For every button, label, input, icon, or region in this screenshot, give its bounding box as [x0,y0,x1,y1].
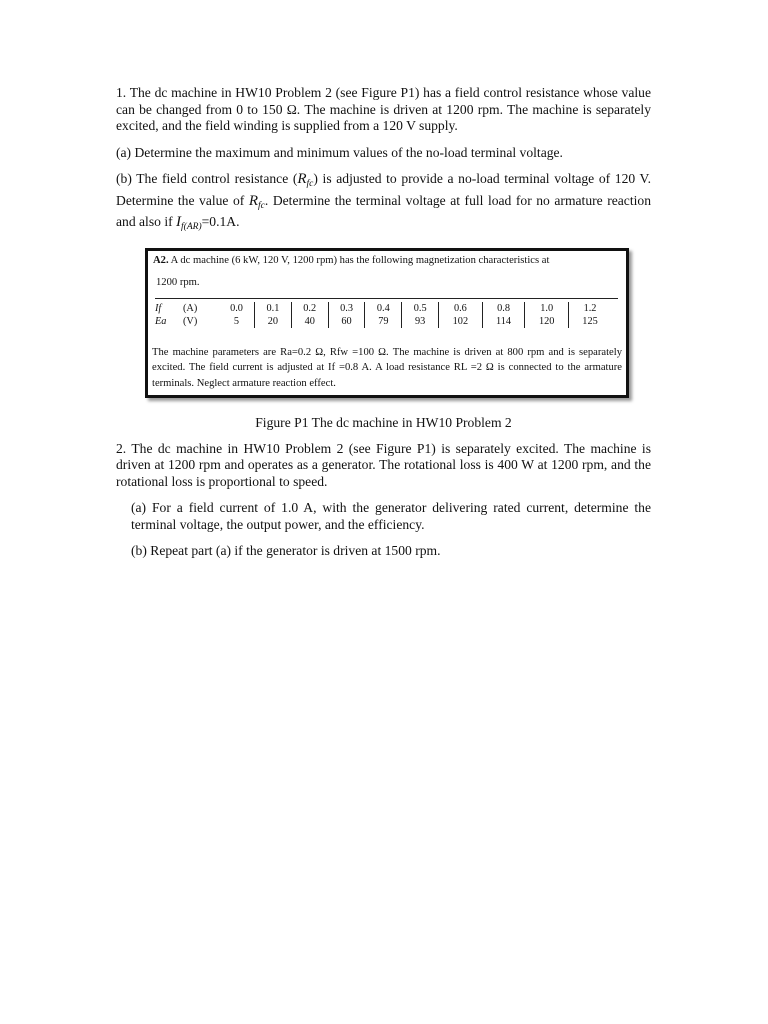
table-cell: 79 [365,315,402,328]
figure-p1 [145,248,629,399]
figure-caption: Figure P1 The dc machine in HW10 Problem 2 [255,415,512,430]
problem2-intro: 2. The dc machine in HW10 Problem 2 (see Figure P1) is separately excited. The machine is driven at 1200 rpm and operates as a generator. The rotational loss is 400 W at 1200 rpm, and the rotational loss is proportional to speed. [116,440,651,489]
problem1-part-a: (a) Determine the maximum and minimum values of the no-load terminal voltage. [116,144,563,160]
table-cell: 93 [402,315,439,328]
table-cell: 0.4 [365,302,402,315]
table-cell: 0.8 [482,302,525,315]
table-cell: 0.6 [439,302,483,315]
table-cell: 120 [525,315,569,328]
table-cell: 0.3 [328,302,365,315]
table-cell: 0.5 [402,302,439,315]
table-cell: 1.2 [583,302,597,314]
problem1-part-b: (b) The field control resistance $(R_{fc})$ is adjusted to provide a no-load terminal voltage of 120 V. Determine the value of $R_{fc}$. Determine the terminal voltage at full load for no armature reaction and also if $I_{f(AR)}=0.1A$. [116,171,652,232]
table-cell: 0.0 [219,302,255,315]
figure-heading-line2: 1200 rpm. [156,276,200,288]
table-cell: 0.2 [291,302,328,315]
problem1-intro: 1. The dc machine in HW10 Problem 2 (see Figure P1) has a field control resistance whose value can be changed from 0 to 150 Ω. The machine is driven at 1200 rpm. The machine is separately excited, and the field winding is supplied from a 120 V supply. [116,85,651,133]
table-cell: 125 [582,315,598,327]
problem2-part-b: (b) Repeat part (a) if the generator is driven at 1500 rpm. [131,543,441,558]
figure-heading [152,254,622,290]
magnetization-table [155,302,611,328]
table-cell: 114 [482,315,525,328]
table-row [155,302,611,315]
table-cell: 40 [291,315,328,328]
row-unit: (A) [183,302,198,314]
row-unit: (V) [183,315,198,327]
table-cell: 102 [439,315,483,328]
table-top-rule [155,298,618,299]
machine-parameters: The machine parameters are Ra=0.2 Ω, Rfw =100 Ω. The machine is driven at 800 rpm and is separately excited. The field current is adjusted at If =0.8 A. A load resistance RL =2 Ω is connected to the armature terminals. Neglect armature reaction effect. [152,346,622,389]
table-cell: 60 [328,315,365,328]
table-cell: 5 [219,315,255,328]
table-cell: 20 [255,315,292,328]
figure-label: A2. [153,254,169,266]
row-symbol: Ea [155,315,167,327]
problem2-part-a: (a) For a field current of 1.0 A, with the generator delivering rated current, determine the terminal voltage, the output power, and the efficiency. [131,500,651,532]
table-cell: 1.0 [525,302,569,315]
row-symbol: If [155,302,162,314]
figure-heading-text: A dc machine (6 kW, 120 V, 1200 rpm) has the following magnetization characteristics at [168,254,550,266]
document-page [116,85,651,560]
table-row [155,315,611,328]
table-cell: 0.1 [255,302,292,315]
